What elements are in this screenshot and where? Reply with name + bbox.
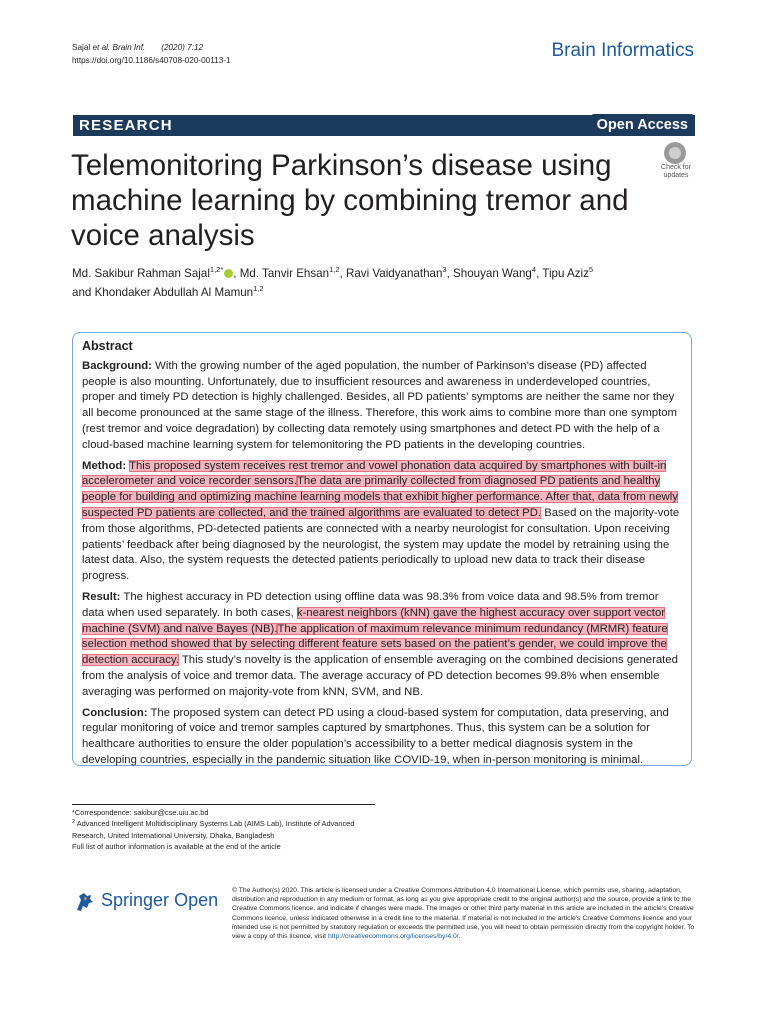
- result-text: The highest accuracy in PD detection using offline data was 98.3% from voice data and 98.5% from tremor data when used separately. In both cases,: [82, 590, 659, 619]
- correspondence-email[interactable]: *Correspondence: sakibur@cse.uiu.ac.bd: [72, 808, 209, 817]
- author-list: [72, 264, 692, 302]
- author-affiliation: 1,2*: [209, 265, 224, 274]
- footnotes: [72, 807, 372, 852]
- springer-horse-icon: [73, 890, 97, 914]
- method-highlight[interactable]: This proposed system receives rest tremor and vowel phonation data acquired by smartphones with built-in accelerometer and voice recorder sensors.: [82, 459, 667, 488]
- method-label: Method:: [82, 459, 127, 472]
- result-text: This study’s novelty is the application of ensemble averaging on the combined decisions generated from the analysis of voice and tremor data. The average accuracy of PD detection becomes 99.8% when ensemble averaging was performed on majority-vote from kNN, SVM, and NB.: [82, 654, 678, 698]
- abstract-box: [72, 332, 692, 766]
- author-name: , Md. Tanvir Ehsan: [233, 267, 330, 280]
- conclusion-text: The proposed system can detect PD using a cloud-based system for computation, data preserving, and regular monitoring of voice and tremor samples captured by smartphones. Thus, this system can be a solution for healthcare authorities to ensure the older population’s accessibility to a better medical diagnosis system in the developing countries, especially in the pandemic situation like COVID-19, when in-person monitoring is minimal.: [82, 706, 669, 766]
- license-notice: [232, 886, 695, 941]
- article-type-label: RESEARCH: [79, 117, 173, 134]
- author-name: , Shouyan Wang: [446, 267, 532, 280]
- springer-open: Open: [174, 890, 219, 910]
- springer-open-logo[interactable]: [73, 888, 223, 916]
- article-title: Telemonitoring Parkinson’s disease using machine learning by combining tremor and voice analysis: [71, 149, 629, 252]
- author-affiliation: 4: [531, 265, 537, 274]
- citation-year: (2020) 7:12: [161, 43, 204, 52]
- author-name: and Khondaker Abdullah Al Mamun: [72, 286, 254, 299]
- affiliation-note: $^2$ Advanced Intelligent Multidisciplinary Systems Lab (AIMS Lab), Institute of Advanced Research, United International University, Dhaka, Bangladesh: [72, 819, 355, 840]
- abstract-heading: Abstract: [82, 339, 133, 353]
- author-name: , Ravi Vaidyanathan: [339, 267, 443, 280]
- author-affiliation: 5: [588, 265, 594, 274]
- abstract-result: [82, 590, 682, 701]
- result-highlight[interactable]: k-nearest neighbors (kNN) gave the highest accuracy over support vector machine (SVM) and naïve Bayes (NB).: [82, 606, 666, 635]
- abstract-conclusion: [82, 706, 682, 769]
- check-updates-line1: Check for: [661, 164, 691, 171]
- check-for-updates-button[interactable]: [656, 141, 696, 181]
- citation-authors: Sajal: [72, 43, 93, 52]
- orcid-icon[interactable]: [224, 269, 233, 278]
- background-text: With the growing number of the aged population, the number of Parkinson’s disease (PD) affected people is also mounting. Unfortunately, due to insufficient resources and awareness in underdeveloped countries, proper and timely PD detection is highly challenged. Besides, all PD patients’ symptoms are neither the same nor they all become pronounced at the same stage of the illness. Therefore, this work aims to combine more than one symptom (rest tremor and voice degradation) by collecting data remotely using smartphones and detect PD with the help of a cloud-based machine learning system for telemonitoring the PD patients in the developing countries.: [82, 359, 678, 451]
- method-highlight[interactable]: The data are primarily collected from diagnosed PD patients and healthy people for building and optimizing machine learning models that exhibit higher performance. After that, data from newly suspected PD patients are collected, and the trained algorithms are evaluated to detect PD.: [82, 475, 678, 519]
- license-link[interactable]: http://creativecommons.org/licenses/by/4.0/: [327, 933, 459, 941]
- journal-name: Brain Informatics: [551, 40, 694, 61]
- background-label: Background:: [82, 359, 152, 372]
- full-list-note: Full list of author information is available at the end of the article: [72, 841, 281, 851]
- check-updates-line2: updates: [663, 172, 689, 179]
- check-updates-icon: [664, 142, 686, 164]
- abstract-method: [82, 459, 682, 585]
- conclusion-label: Conclusion:: [82, 706, 148, 719]
- result-highlight[interactable]: The application of maximum relevance minimum redundancy (MRMR) feature selection method showed that by selecting different feature sets based on the patient’s gender, we could improve the detection accuracy.: [82, 622, 668, 667]
- author-affiliation: 3: [442, 265, 447, 274]
- citation-block: [72, 41, 231, 67]
- open-access-badge: Open Access: [591, 114, 694, 136]
- author-name: Md. Sakibur Rahman Sajal: [72, 267, 210, 280]
- citation-journal: et al. Brain Inf.: [92, 43, 146, 52]
- author-affiliation: 1,2: [253, 284, 264, 293]
- license-text: © The Author(s) 2020. This article is licensed under a Creative Commons Attribution 4.0 International License, which permits use, sharing, adaptation, distribution and reproduction in any medium or format, as long as you give appropriate credit to the original author(s) and the source, provide a link to the Creative Commons licence, and indicate if changes were made. The images or other third party material in this article are included in the article’s Creative Commons licence, unless indicated otherwise in a credit line to the material. If material is not included in the article’s Creative Commons licence and your intended use is not permitted by statutory regulation or exceeds the permitted use, you will need to obtain permission directly from the copyright holder. To view a copy of this licence, visit: [232, 887, 695, 941]
- footnote-divider: [72, 804, 375, 805]
- abstract-background: [82, 359, 682, 454]
- author-name: , Tipu Aziz: [536, 267, 589, 280]
- method-text: Based on the majority-vote from those algorithms, PD-detected patients are connected with a nearby neurologist for consultation. Upon receiving patients’ feedback after being diagnosed by the neurologist, the system may update the model by retraining using the latest data. Also, the system requests the detected patients periodically to upload new data to track their disease progress.: [82, 506, 680, 583]
- license-end: .: [458, 933, 461, 941]
- author-affiliation: 1,2: [329, 265, 340, 274]
- result-label: Result:: [82, 590, 121, 603]
- doi-link[interactable]: https://doi.org/10.1186/s40708-020-00113-1: [72, 56, 231, 65]
- springer-name: Springer: [101, 890, 170, 910]
